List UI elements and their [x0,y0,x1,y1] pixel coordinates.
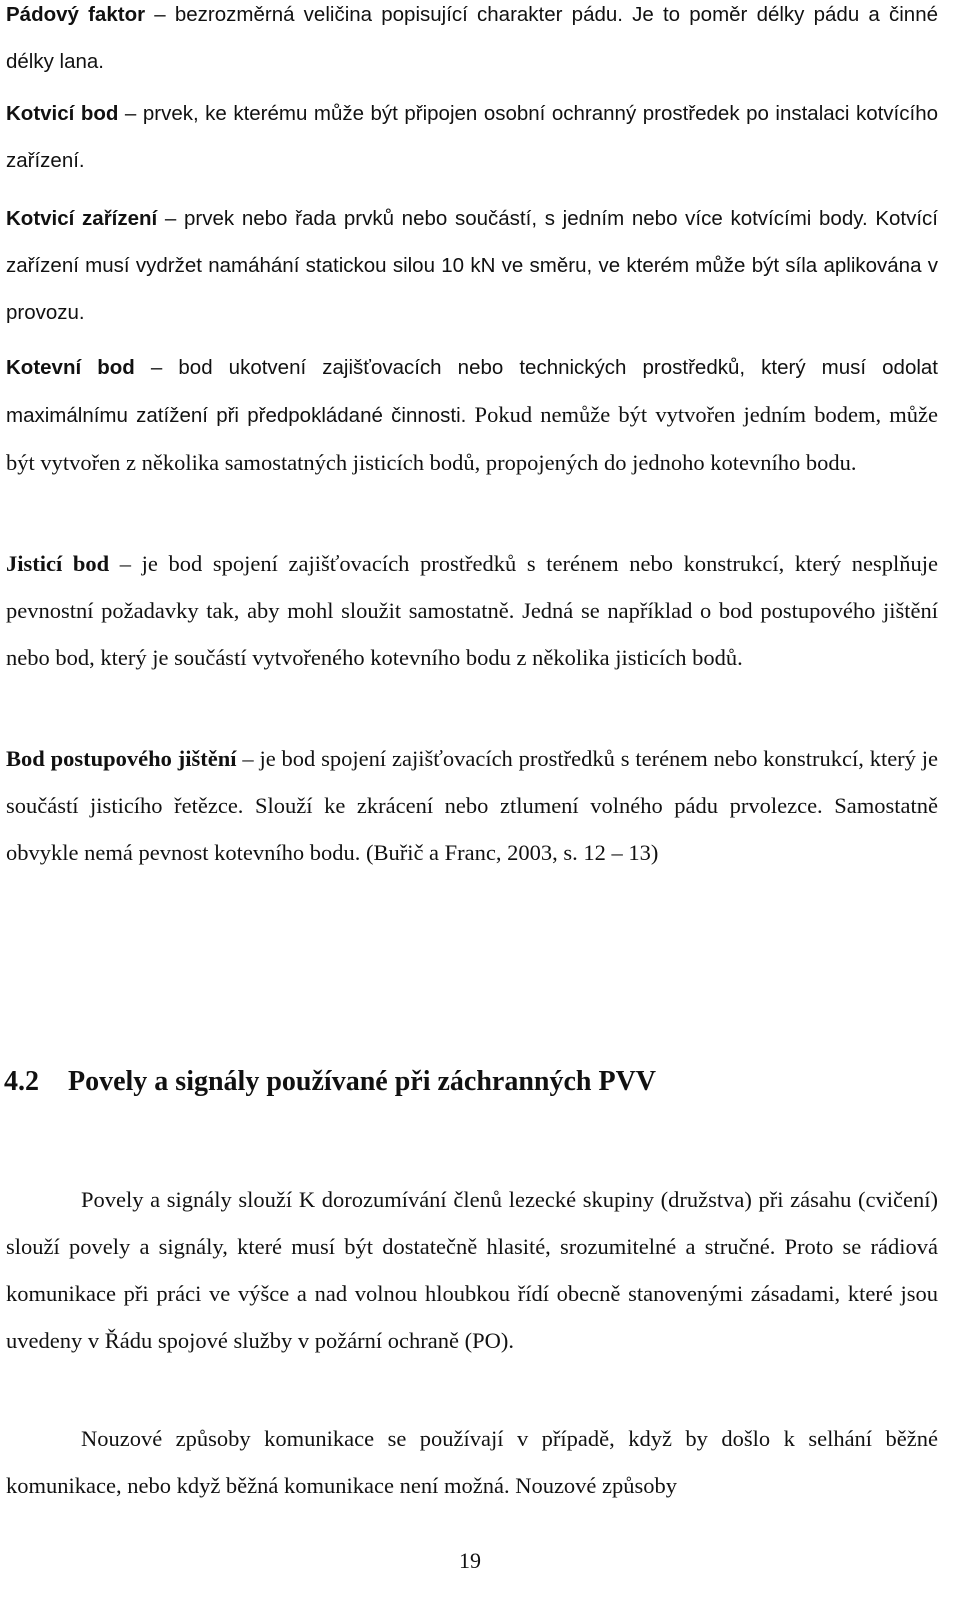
definition-term: Jisticí bod [6,551,110,576]
definition-kotvici-bod [6,90,938,184]
page-number: 19 [459,1548,481,1573]
definition-dash: – [236,746,260,771]
definition-kotvici-zarizeni [6,195,938,336]
definition-term: Pádový faktor [6,3,146,26]
definition-text: je bod spojení zajišťovacích prostředků s terénem nebo konstrukcí, který je součástí jisticího řetězce. Slouží ke zkrácení nebo ztlumení volného pádu prvolezce. Samostatně obvykle nemá pevnost kotevního bodu. (Buřič a Franc, 2003, s. 12 – 13) [6,746,939,865]
section-heading [4,1058,656,1106]
definition-term: Kotevní bod [6,356,135,379]
definition-text-continued: Pokud nemůže být vytvořen jedním bodem, může být vytvořen z několika samostatných jisticích bodů, propojených do jednoho kotevního bodu. [6,402,938,475]
definition-dash: – [145,3,175,26]
definition-bod-postupoveho-jisteni [6,735,938,876]
definition-term: Bod postupového jištění [6,746,237,771]
definition-padovy-faktor [6,0,938,85]
definition-text: je bod spojení zajišťovacích prostředků s terénem nebo konstrukcí, který nesplňuje pevnostní požadavky tak, aby mohl sloužit samostatně. Jedná se například o bod postupového jištění nebo bod, který je součástí vytvořeného kotevního bodu z několika jisticích bodů. [6,551,938,670]
definition-term: Kotvicí bod [6,102,119,125]
definition-term: Kotvicí zařízení [6,207,158,230]
definition-text: prvek nebo řada prvků nebo součástí, s jedním nebo více kotvícími body. Kotvící zařízení musí vydržet namáhání statickou silou 10 kN ve směru, ve kterém může být síla aplikována v provozu. [6,207,938,324]
definition-dash: – [109,551,142,576]
definition-dash: – [157,207,185,230]
section-number: 4.2 [4,1066,39,1097]
definition-dash: – [134,356,179,379]
body-paragraph: Nouzové způsoby komunikace se používají v případě, když by došlo k selhání běžné komunikace, nebo když běžná komunikace není možná. Nouzové způsoby [6,1426,938,1498]
definition-text: prvek, ke kterému může být připojen osobní ochranný prostředek po instalaci kotvícího zařízení. [6,102,938,172]
section-title: Povely a signály používané při záchranných PVV [68,1066,657,1097]
definition-text: bod ukotvení zajišťovacích nebo technických prostředků, který musí odolat maximálnímu zatížení při předpokládané činnosti. [6,356,939,427]
definition-jistici-bod [6,540,938,681]
definition-dash: – [118,102,143,125]
definition-kotevni-bod [6,344,938,487]
body-paragraph: Povely a signály slouží K dorozumívání členů lezecké skupiny (družstva) při zásahu (cvičení) slouží povely a signály, které musí být dostatečně hlasité, srozumitelné a stručné. Proto se rádiová komunikace při práci ve výšce a nad volnou hloubkou řídí obecně stanovenými zásadami, které jsou uvedeny v Řádu spojové služby v požární ochraně (PO). [6,1187,938,1353]
definition-text: bezrozměrná veličina popisující charakter pádu. Je to poměr délky pádu a činné délky lana. [6,3,938,73]
